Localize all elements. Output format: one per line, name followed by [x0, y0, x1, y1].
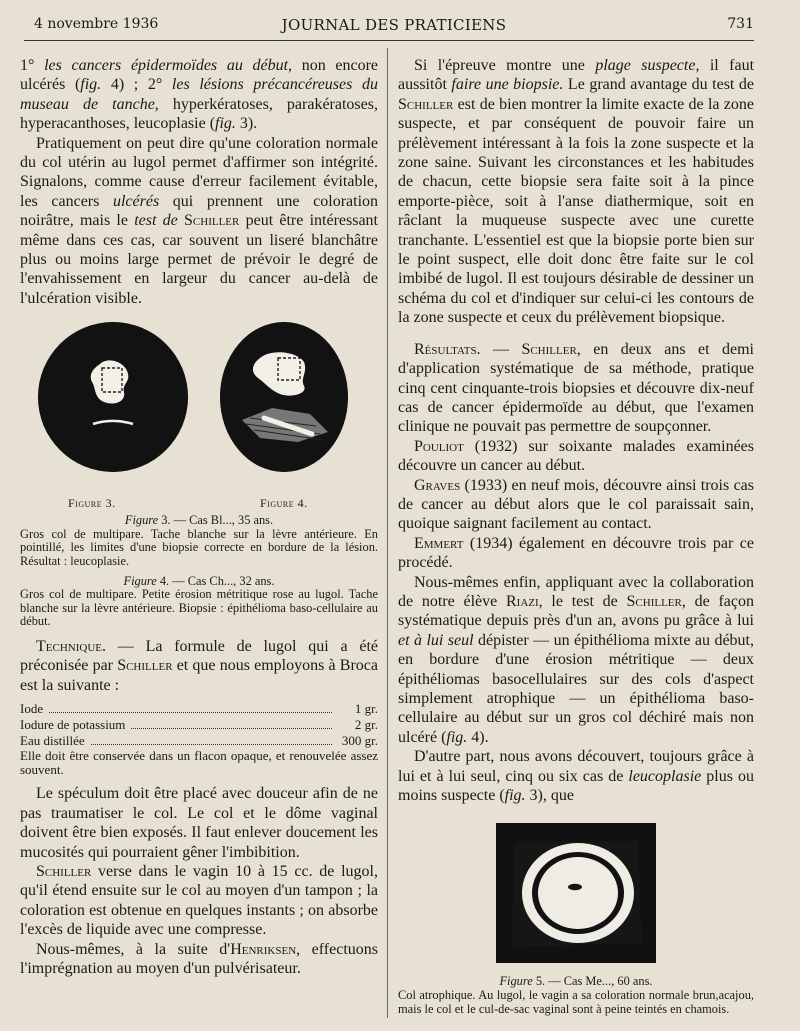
paragraph-biopsy: Si l'épreuve montre une plage suspecte, il faut aussitôt faire une biopsie. Le grand avantage du test de Schiller est de bien montrer la limite exacte de la zone suspecte, et par conséquent de pouvoir faire un prélèvement intéressant à la fois la zone suspecte et la zone saine. Suivant les circonstances et les habitudes de chacun, cette biopsie sera faite soit à la pince emporte-pièce, soit à l'anse diathermique, soit en râclant la muqueuse suspecte avec une curette tranchante. L'essentiel est que la biopsie porte bien sur le point suspect, elle doit donc être faite sur le col imbibé de lugol. Il est toujours désirable de dessiner un schéma du col et d'indiquer sur celui-ci les contours de la zone suspecte et ceux du prélèvement biopsique. — [398, 57, 755, 327]
paragraph-nous-memes: Nous-mêmes enfin, appliquant avec la collaboration de notre élève Riazi, le test de Schiller, de façon systématique depuis près d'un an, avons pu grâce à lui et à lui seul dépister — un épithélioma mixte au début, en bordure d'une érosion métritique — deux épithéliomas basocellulaires sur des cols d'aspect simplement atrophique — un épithélioma baso-cellulaire au début sur un gros col déchiré mais non ulcéré (fig. 4). — [398, 573, 755, 746]
figure-3-image — [38, 322, 188, 472]
recipe-row: Iode 1 gr. — [20, 701, 378, 717]
recipe-row: Eau distillée 300 gr. — [20, 733, 378, 749]
figure-5-caption: Figure 5. — Cas Me..., 60 ans. Col atrophique. Au lugol, le vagin a sa coloration normale brun,acajou, mais le col et le cul-de-sac vaginal sont à peine teintés en chamois. — [398, 974, 754, 1016]
lugol-recipe — [20, 701, 378, 776]
figure-4-caption: Figure 4. — Cas Ch..., 32 ans. Gros col de multipare. Petite érosion métritique rose au lugol. Tache blanche sur la lèvre antérieure. Biopsie : épithélioma baso-cellulaire au début. — [20, 573, 378, 629]
page-number: 731 — [727, 16, 754, 32]
paragraph-speculum: Le spéculum doit être placé avec douceur afin de ne pas traumatiser le col. Le col et le dôme vaginal doivent être bien exposés. Il faut enlever doucement les mucosités qui pourraient gêner l'imbibition. — [20, 785, 378, 861]
paragraph-results: Résultats. — Schiller, en deux ans et demi d'application systématique de sa méthode, pratique cinq cent cinquante-trois biopsies et découvre dix-neuf cas de cancer épidermoïde au début, que l'examen clinique ne pouvait pas permettre de soupçonner. — [398, 340, 755, 436]
paragraph-schiller-method: Schiller verse dans le vagin 10 à 15 cc. de lugol, qu'il étend ensuite sur le col au moyen d'un tampon ; la coloration est obtenue en quelques instants ; on absorbe l'excès de liquide avec une compresse. — [20, 863, 378, 939]
paragraph-pulverisation: Nous-mêmes, à la suite d'Henriksen, effectuons l'imprégnation au moyen d'un pulvérisateur. — [20, 940, 379, 978]
figure-5-image — [496, 823, 656, 963]
right-column — [398, 56, 754, 1016]
paragraph-pouliot: Pouliot (1932) sur soixante malades examinées découvre un cancer au début. — [398, 437, 754, 475]
left-column — [20, 56, 378, 979]
figure-3-caption: Figure 3. — Cas Bl..., 35 ans. Gros col de multipare. Tache blanche sur la lèvre antérieure. En pointillé, les limites d'une biopsie correcte en bordure de la lésion. Résultat : leucoplasie. — [20, 513, 378, 569]
figure-4-image — [220, 322, 348, 472]
journal-title: JOURNAL DES PRATICIENS — [281, 16, 507, 34]
paragraph-technique: Technique. — La formule de lugol qui a été préconisée par Schiller et que nous employons à Broca est la suivante : — [20, 638, 378, 694]
figure-4-label: Figure 4. — [260, 496, 308, 511]
figures-3-4 — [20, 322, 378, 511]
paragraph-coloration: Pratiquement on peut dire qu'une coloration normale du col utérin au lugol permet d'affirmer son intégrité. Signalons, comme cause d'erreur facilement évitable, les cancers ulcérés qui prennent une coloration noirâtre, mais le test de Schiller peut être intéressant même dans ces cas, car souvent un liseré blanchâtre plus ou moins large permet de prévoir le degré de l'envahissement en largeur du cancer au-delà de l'ulcération visible. — [20, 134, 379, 307]
recipe-row: Iodure de potassium 2 gr. — [20, 717, 378, 733]
column-divider — [387, 48, 388, 1018]
running-header — [34, 16, 754, 40]
paragraph-intro: 1° les cancers épidermoïdes au début, non encore ulcérés (fig. 4) ; 2° les lésions précancéreuses du museau de tanche, hyperkératoses, parakératoses, hyperacanthoses, leucoplasie (fig. 3). — [20, 57, 378, 133]
paragraph-graves: Graves (1933) en neuf mois, découvre ainsi trois cas de cancer au début alors que le col paraissait sain, quoique saignant facilement au contact. — [398, 476, 754, 533]
header-rule — [24, 40, 754, 41]
issue-date: 4 novembre 1936 — [34, 16, 159, 32]
paragraph-emmert: Emmert (1934) également en découvre trois par ce procédé. — [398, 534, 754, 572]
figure-3-label: Figure 3. — [68, 496, 116, 511]
recipe-note: Elle doit être conservée dans un flacon opaque, et renouvelée assez souvent. — [20, 748, 378, 777]
paragraph-autre-part: D'autre part, nous avons découvert, toujours grâce à lui et à lui seul, cinq ou six cas de leucoplasie plus ou moins suspecte (fig. 3), que — [398, 748, 755, 805]
